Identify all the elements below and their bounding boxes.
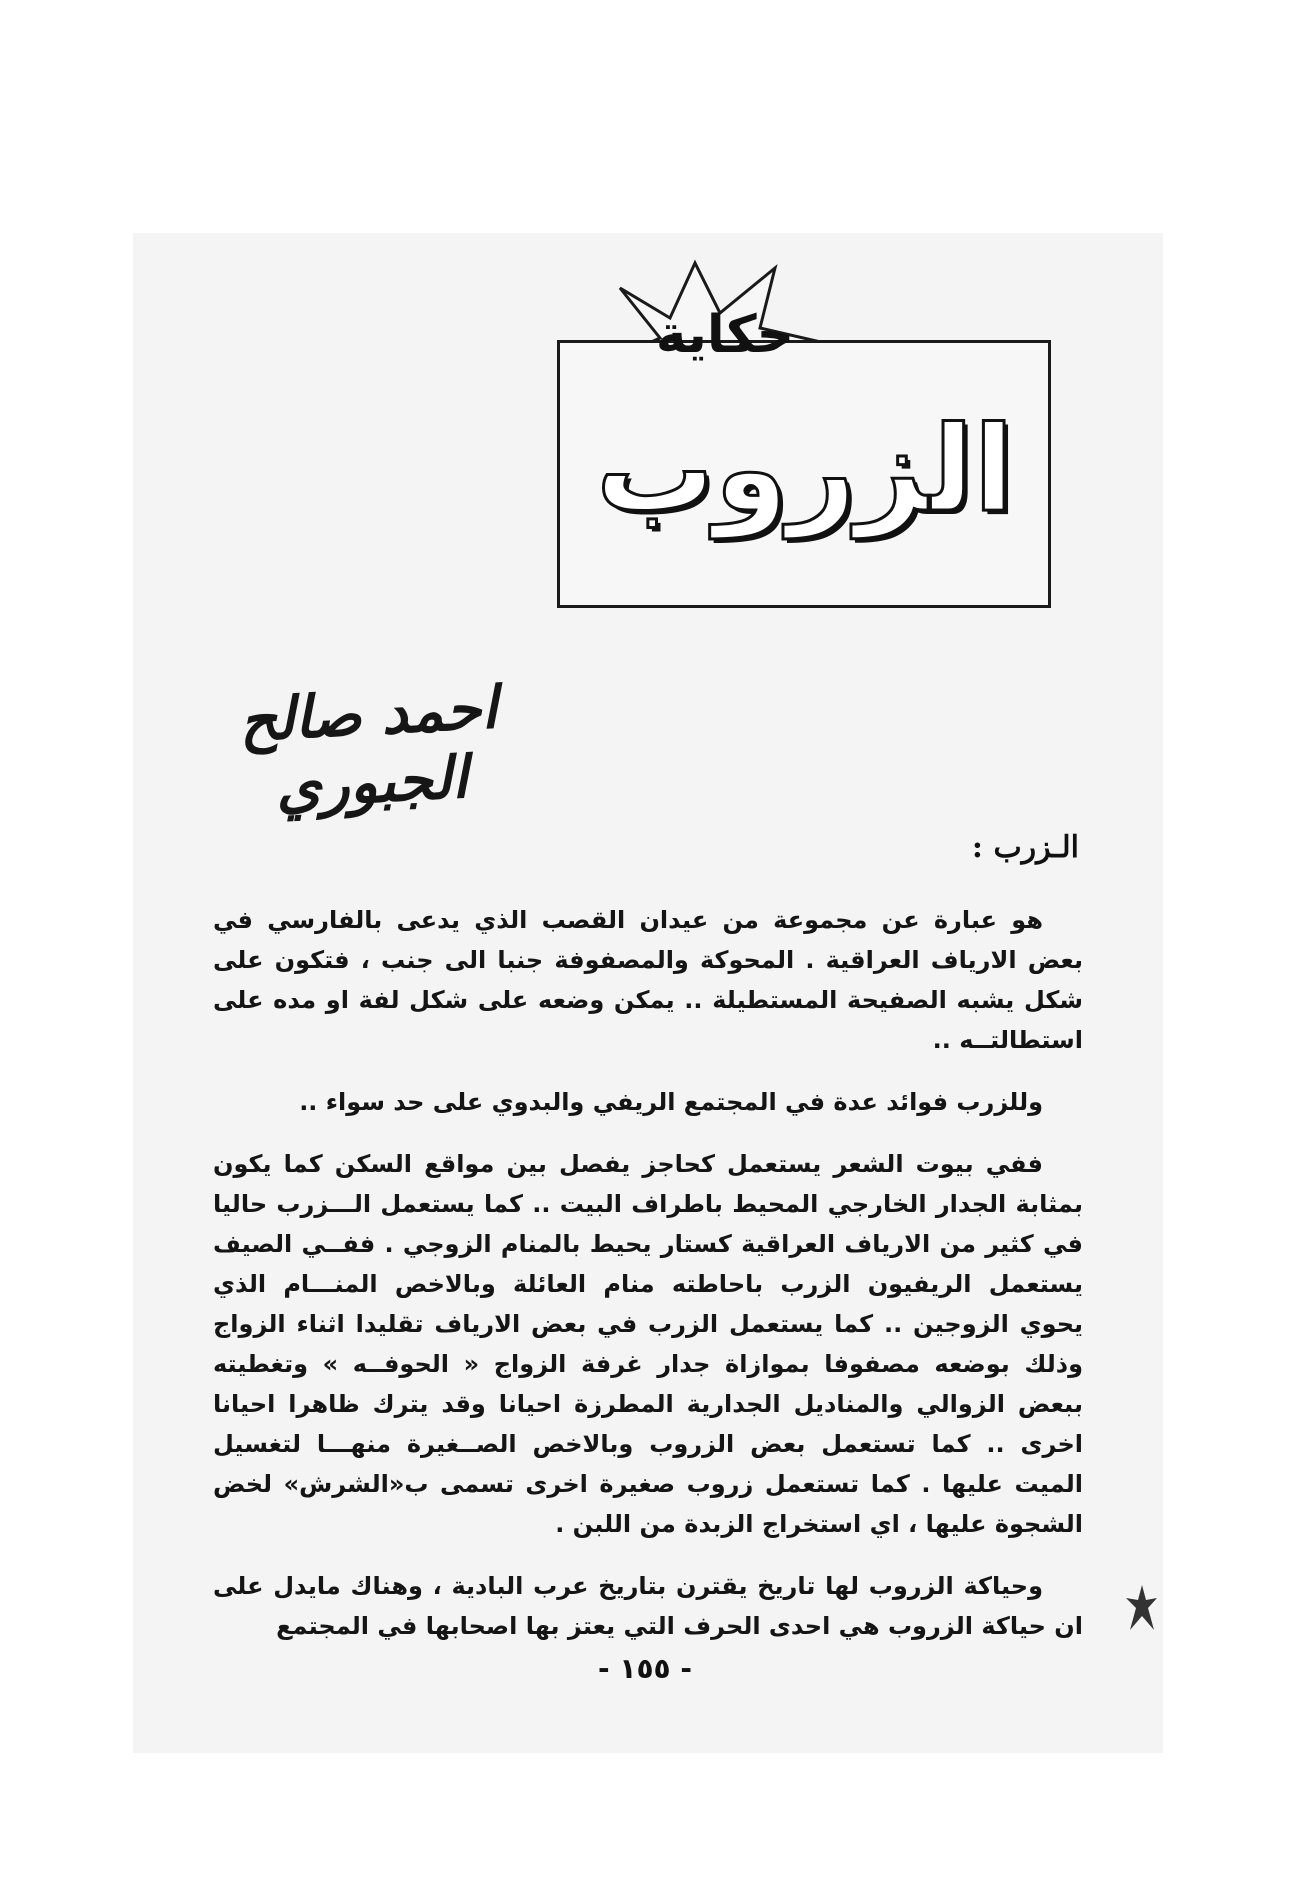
section-heading: الـزرب : <box>971 830 1079 865</box>
ink-smudge-icon <box>1122 1580 1162 1635</box>
title-small: حكاية <box>655 305 795 365</box>
paragraph: وللزرب فوائد عدة في المجتمع الريفي والبدوي على حد سواء .. <box>299 1088 1043 1116</box>
body-text <box>213 900 1083 1668</box>
author-signature: احمد صالح الجبوري <box>237 673 499 821</box>
paragraph: هو عبارة عن مجموعة من عيدان القصب الذي يدعى بالفارسي في بعض الارياف العراقية . المحوكة والمصفوفة جنبا الى جنب ، فتكون على شكل يشبه الصفيحة المستطيلة .. يمكن وضعه على شكل لفة او مده على استطالتــه .. <box>213 906 1083 1054</box>
page-number: - ١٥٥ - <box>597 1652 693 1685</box>
title-large: الزروب <box>595 400 1014 538</box>
paragraph: وحياكة الزروب لها تاريخ يقترن بتاريخ عرب البادية ، وهناك مايدل على ان حياكة الزروب هي احدى الحرف التي يعتز بها اصحابها في المجتمع <box>213 1572 1083 1640</box>
paragraph: ففي بيوت الشعر يستعمل كحاجز يفصل بين مواقع السكن كما يكون بمثابة الجدار الخارجي المحيط باطراف البيت .. كما يستعمل الـــزرب حاليا في كثير من الارياف العراقية كستار يحيط بالمنام الزوجي . ففــي الصيف يستعمل الريفيون الزرب باحاطته منام العائلة وبالاخص المنـــام الذي يحوي الزوجين .. كما يستعمل الزرب في بعض الارياف تقليدا اثناء الزواج وذلك بوضعه مصفوفا بموازاة جدار غرفة الزواج « الحوفــه » وتغطيته ببعض الزوالي والمناديل الجدارية المطرزة احيانا وقد يترك ظاهرا احيانا اخرى .. كما تستعمل بعض الزروب وبالاخص الصــغيرة منهـــا لتغسيل الميت عليها . كما تستعمل زروب صغيرة اخرى تسمى ب«الشرش» لخض الشجوة عليها ، اي استخراج الزبدة من اللبن . <box>213 1150 1083 1538</box>
